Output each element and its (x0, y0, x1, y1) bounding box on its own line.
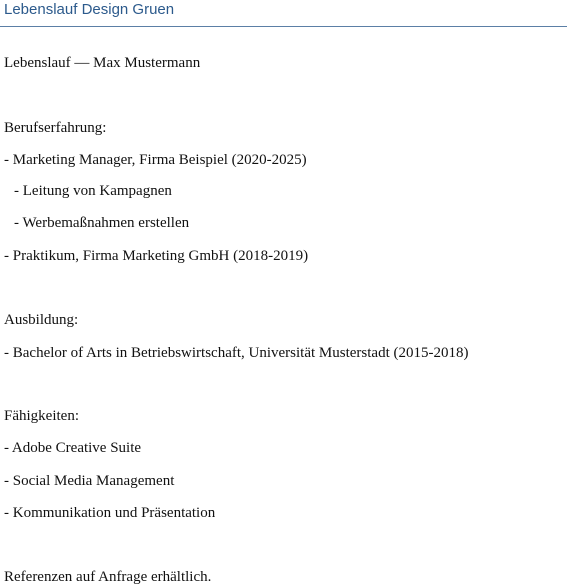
list-item: - Social Media Management (4, 473, 175, 489)
cv-footer-note: Referenzen auf Anfrage erhältlich. (4, 569, 212, 585)
list-item: - Praktikum, Firma Marketing GmbH (2018-2019) (4, 248, 309, 264)
list-item: - Bachelor of Arts in Betriebswirtschaft, Universität Musterstadt (2015-2018) (4, 345, 469, 361)
document-header (0, 0, 567, 27)
list-item: - Kommunikation und Präsentation (4, 505, 216, 521)
list-item: - Marketing Manager, Firma Beispiel (2020-2025) (4, 152, 307, 168)
cv-heading: Lebenslauf — Max Mustermann (4, 55, 201, 71)
section-label-education: Ausbildung: (4, 312, 79, 328)
section-label-skills: Fähigkeiten: (4, 408, 79, 424)
list-item: - Leitung von Kampagnen (14, 183, 172, 199)
section-label-experience: Berufserfahrung: (4, 120, 107, 136)
list-item: - Werbemaßnahmen erstellen (14, 215, 190, 231)
list-item: - Adobe Creative Suite (4, 440, 142, 456)
document-title: Lebenslauf Design Gruen (4, 1, 175, 18)
